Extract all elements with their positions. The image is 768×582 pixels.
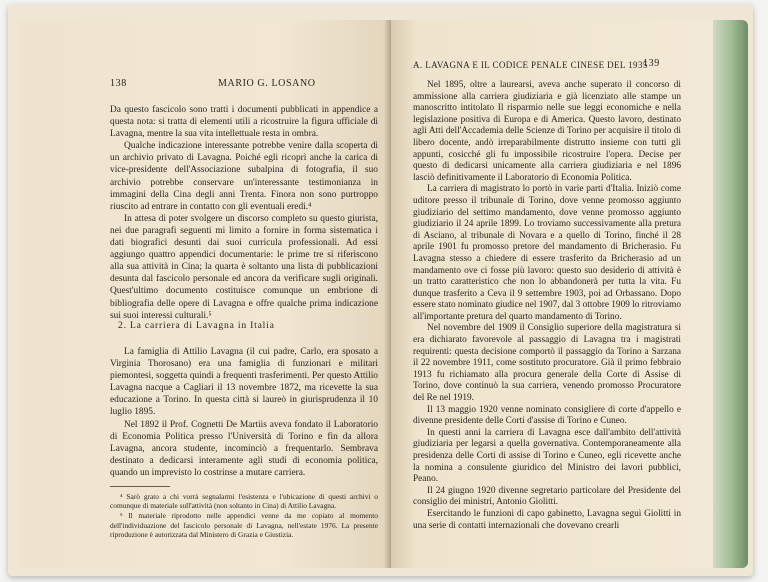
footnote: ⁵ Il materiale riprodotto nelle appendici venne da me copiato al momento dell'individuazione del fascicolo personale di Lavagna, nell'estate 1976. La presente riproduzione è autorizzata dal Ministero di Grazia e Giustizia. — [110, 511, 378, 539]
paragraph: Nel 1892 il Prof. Cognetti De Martiis aveva fondato il Laboratorio di Economia Politica presso l'Università di Torino e fin da allora Lavagna, ancora studente, incominciò a frequentarlo. Sembrava destinato a dedicarsi interamente agli studi di economia politica, quando un imprevisto lo costrinse a mutare carriera. — [110, 419, 378, 478]
running-head: MARIO G. LOSANO — [218, 78, 316, 89]
paragraph: Il 13 maggio 1920 venne nominato consigliere di corte d'appello e divenne presidente delle Corti d'assise di Torino e Cuneo. — [413, 404, 681, 427]
paragraph: In questi anni la carriera di Lavagna esce dall'ambito dell'attività giudiziaria per legarsi a quella governativa. Contemporaneamente alla presidenza delle Corti di assise di Torino e Cuneo, egli ricevette anche la nomina a consulente giuridico del Ministro dei lavori pubblici, Peano. — [413, 427, 681, 485]
paragraph: Da questo fascicolo sono tratti i documenti pubblicati in appendice a questa nota: si tratta di elementi utili a ricostruire la figura ufficiale di Lavagna, mentre la sua vita intellettuale resta in ombra. — [110, 105, 378, 140]
paragraph: Nel 1895, oltre a laurearsi, aveva anche superato il concorso di ammissione alla carriera giudiziaria e già licenziato alle stampe un manoscritto intitolato Il risparmio nelle sue leggi economiche e nella legislazione positiva di Europa e di America. Questo lavoro, destinato agli Atti dell'Accademia delle Scienze di Torino per acquisire il titolo di libero docente, andò irreparabilmente distrutto insieme con tutti gli appunti, cosicché gli fu impossibile ricostruire l'opera. Decise per questo di dedicarsi unicamente alla carriera giudiziaria e nel 1896 lasciò definitivamente il Laboratorio di Economia Politica. — [413, 80, 681, 183]
body-text-top — [110, 104, 378, 322]
paragraph: Il 24 giugno 1920 divenne segretario particolare del Presidente del consiglio dei ministri, Antonio Giolitti. — [413, 485, 681, 508]
section-heading: 2. La carriera di Lavagna in Italia — [118, 320, 275, 331]
paragraph: Esercitando le funzioni di capo gabinetto, Lavagna seguì Giolitti in una serie di contatti internazionali che dovevano crearli — [413, 508, 681, 531]
paragraph: In attesa di poter svolgere un discorso completo su questo giurista, nei due paragrafi seguenti mi limito a fornire in forma sistematica i dati biografici desunti dai suoi curricula professionali. Ad essi aggiungo quattro appendici documentarie: le prime tre si riferiscono alla sua attività in Cina; la quarta è soltanto una lista di pubblicazioni desunta dal fascicolo personale ed ancora da verificare sugli originali. Quest'ultimo documento costituisce comunque un embrione di bibliografia delle opere di Lavagna e offre qualche prima indicazione sui suoi interessi culturali.⁵ — [110, 213, 378, 321]
footnotes — [110, 492, 378, 540]
footnote: ⁴ Sarò grato a chi vorrà segnalarmi l'esistenza e l'ubicazione di questi archivi o comunque di materiale sull'attività (non soltanto in Cina) di Attilio Lavagna. — [110, 492, 378, 511]
paragraph: Nel novembre del 1909 il Consiglio superiore della magistratura si era dichiarato favorevole al passaggio di Lavagna tra i magistrati requirenti: questa decisione comportò il passaggio da Torino a Sarzana il 22 novembre 1911, come sostituto procuratore. Già il primo febbraio 1913 fu richiamato alla procura generale della Corte di Assise di Torino, dove continuò la sua carriera, venendo promosso Procuratore del Re nel 1919. — [413, 323, 681, 404]
book-cover-edge — [708, 20, 748, 568]
left-page — [18, 20, 393, 568]
paragraph: La carriera di magistrato lo portò in varie parti d'Italia. Iniziò come uditore presso il tribunale di Torino, dove venne promosso aggiunto giudiziario del settimo mandamento, dove venne promosso aggiunto giudiziario il 24 aprile 1899. Lo troviamo successivamente alla pretura di Asciano, al tribunale di Novara e a quello di Torino, finché il 28 aprile 1901 fu promosso pretore del mandamento di Bricherasio. Fu Lavagna stesso a chiedere di essere trasferito da Bricherasio ad un mandamento ove ci fosse più lavoro: questo suo desiderio di attività è un tratto caratteristico che non lo abbandonerà per tutta la vita. Fu dunque trasferito a Ceva il 9 settembre 1903, poi ad Orbassano. Dopo essere stato nominato giudice nel 1907, dal 3 ottobre 1909 lo ritroviamo all'importante pretura del quarto mandamento di Torino. — [413, 184, 682, 322]
page-number: 138 — [110, 78, 127, 89]
footnote-rule — [110, 486, 170, 487]
running-head: A. LAVAGNA E IL CODICE PENALE CINESE DEL 1935 — [413, 60, 648, 70]
paragraph: La famiglia di Attilio Lavagna (il cui padre, Carlo, era sposato a Virginia Thorosano) era una famiglia di funzionari e militari piemontesi, soggetta quindi a frequenti trasferimenti. Per questo Attilio Lavagna nacque a Cagliari il 13 novembre 1872, ma ricevette la sua educazione a Torino. In questa città si laureò in giurisprudenza il 10 luglio 1895. — [110, 347, 378, 418]
body-text-bottom — [110, 346, 378, 479]
paragraph: Qualche indicazione interessante potrebbe venire dalla scoperta di un archivio privato di Lavagna. Poiché egli ricoprì anche la carica di vice-presidente dell'Associazione subalpina di fotografia, il suo archivio potrebbe conservare un'interessante testimonianza in immagini della Cina degli anni Trenta. Finora non sono purtroppo riuscito ad entrare in contatto con gli eventuali eredi.⁴ — [110, 141, 378, 212]
right-page — [391, 20, 713, 568]
page-number: 139 — [643, 58, 660, 69]
body-text — [413, 80, 681, 532]
